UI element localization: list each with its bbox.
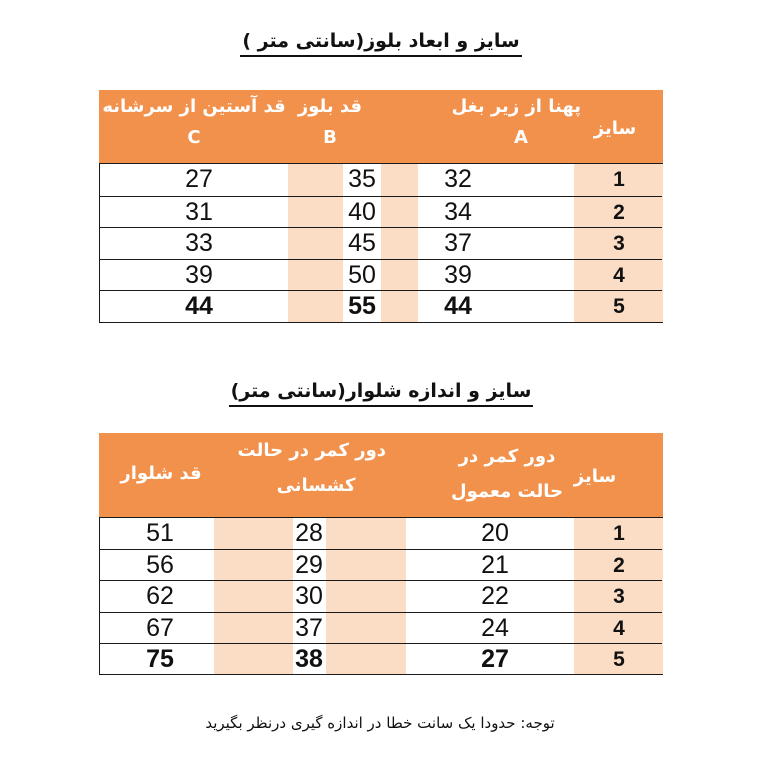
cell-sleeve: 27	[185, 165, 213, 193]
cell-pants-length: 56	[146, 551, 174, 580]
cell-width: 39	[444, 260, 472, 289]
blouse-row-4	[100, 259, 662, 291]
pants-row-2	[100, 549, 662, 580]
blouse-row-2	[100, 196, 662, 228]
header-waist-stretch-line2: کشسانی	[276, 475, 356, 496]
cell-size: 4	[613, 263, 625, 287]
cell-size: 2	[613, 554, 625, 578]
cell-waist-normal: 24	[481, 613, 509, 642]
cell-waist-normal: 20	[481, 519, 509, 547]
header-blouse-length-col	[270, 95, 390, 148]
header-blouse-length-letter: B	[323, 127, 337, 148]
cell-length: 40	[348, 197, 376, 226]
cell-waist-stretch: 37	[295, 613, 323, 642]
pants-row-3	[100, 580, 662, 611]
cell-pants-length: 67	[146, 613, 174, 642]
cell-size: 5	[613, 647, 625, 671]
header-sleeve-length-col	[99, 95, 289, 148]
cell-pants-length: 75	[146, 644, 174, 673]
cell-length: 55	[348, 292, 376, 321]
blouse-table-body	[99, 163, 663, 323]
cell-waist-stretch: 30	[295, 582, 323, 611]
pants-table-title-text: سایز و اندازه شلوار(سانتی متر)	[229, 380, 534, 407]
cell-sleeve: 44	[185, 292, 213, 321]
header-waist-normal-line1: دور کمر در	[458, 446, 556, 467]
cell-width: 34	[444, 197, 472, 226]
cell-width: 32	[444, 165, 472, 193]
pants-table-title	[99, 380, 663, 407]
cell-width: 37	[444, 229, 472, 258]
cell-waist-stretch: 28	[295, 519, 323, 547]
cell-sleeve: 39	[185, 260, 213, 289]
cell-pants-length: 62	[146, 582, 174, 611]
cell-sleeve: 33	[185, 229, 213, 258]
blouse-table-title-text: سایز و ابعاد بلوز(سانتی متر )	[240, 30, 521, 57]
cell-size: 3	[613, 585, 625, 609]
cell-width: 44	[444, 292, 472, 321]
cell-waist-normal: 21	[481, 551, 509, 580]
cell-length: 50	[348, 260, 376, 289]
header-size-col	[545, 466, 645, 488]
cell-sleeve: 31	[185, 197, 213, 226]
cell-waist-stretch: 29	[295, 551, 323, 580]
header-size-label: سایز	[593, 118, 637, 139]
pants-table-header	[99, 433, 663, 517]
header-underarm-width-label: پهنا از زیر بغل	[451, 96, 581, 117]
header-waist-stretch-line1: دور کمر در حالت	[237, 440, 386, 461]
blouse-size-table	[99, 90, 663, 323]
header-size-label: سایز	[573, 466, 617, 487]
header-sleeve-length-letter: C	[187, 127, 201, 148]
cell-size: 1	[613, 168, 625, 191]
cell-size: 4	[613, 616, 625, 640]
cell-waist-normal: 22	[481, 582, 509, 611]
pants-table-body	[99, 517, 663, 675]
header-pants-length-col	[101, 463, 221, 485]
cell-waist-normal: 27	[481, 644, 509, 673]
header-size-col	[571, 118, 659, 140]
cell-size: 1	[613, 522, 625, 545]
pants-row-4	[100, 612, 662, 643]
header-underarm-width-col	[451, 95, 581, 148]
header-blouse-length-label: قد بلوز	[297, 96, 363, 117]
measurement-error-note: توجه: حدودا یک سانت خطا در اندازه گیری درنظر بگیرید	[205, 714, 555, 732]
cell-waist-stretch: 38	[295, 644, 323, 673]
cell-size: 2	[613, 200, 625, 224]
blouse-table-header	[99, 90, 663, 163]
cell-pants-length: 51	[146, 519, 174, 547]
blouse-row-5	[100, 290, 662, 322]
cell-length: 45	[348, 229, 376, 258]
blouse-row-3	[100, 227, 662, 259]
header-waist-stretch-col	[237, 439, 386, 497]
header-underarm-width-letter: A	[514, 127, 528, 148]
blouse-row-1	[100, 164, 662, 196]
header-pants-length-label: قد شلوار	[120, 463, 202, 484]
cell-size: 3	[613, 232, 625, 256]
header-waist-normal-line2: حالت معمول	[450, 481, 564, 502]
cell-size: 5	[613, 295, 625, 319]
blouse-table-title	[99, 30, 663, 57]
pants-row-1	[100, 518, 662, 549]
pants-row-5	[100, 643, 662, 674]
header-sleeve-length-label: قد آستین از سرشانه	[102, 96, 286, 117]
cell-length: 35	[348, 165, 376, 193]
pants-size-table	[99, 433, 663, 675]
